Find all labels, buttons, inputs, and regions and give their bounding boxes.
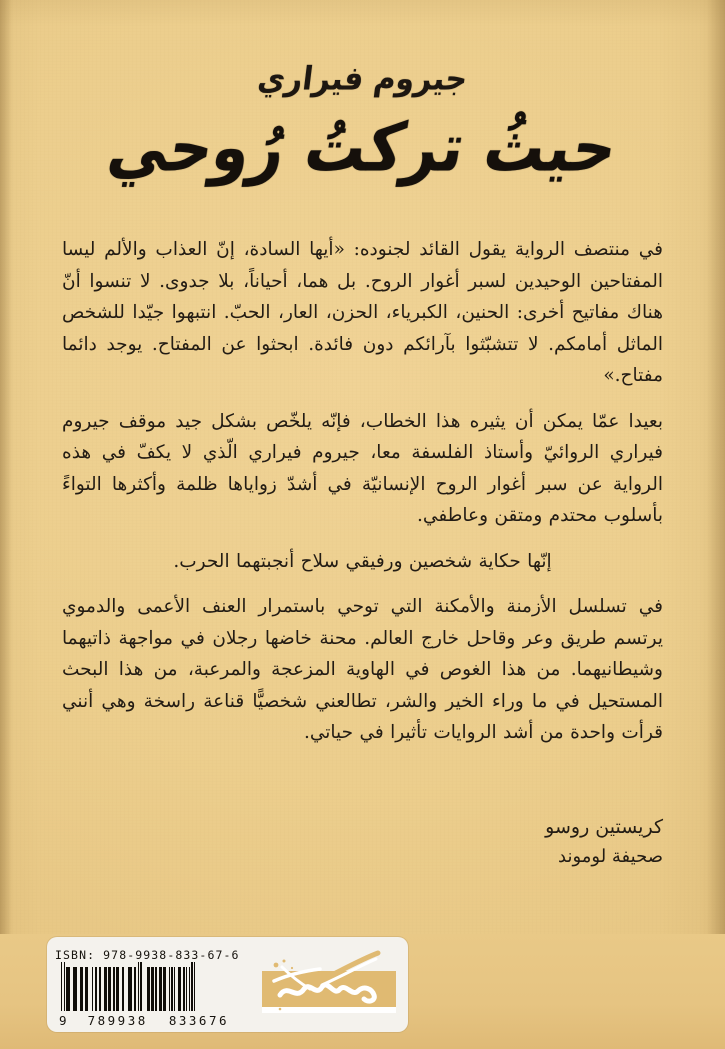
barcode-right-group: 833676 <box>168 1013 229 1028</box>
barcode-label <box>47 937 408 1032</box>
blurb-paragraph: بعيدا عمّا يمكن أن يثيره هذا الخطاب، فإنّه يلخّص بشكل جيد موقف جيروم فيراري الروائيّ وأستاذ الفلسفة معا، جيروم فيراري الّذي لا يكفّ في هذه الرواية عن سبر أغوار الروح الإنسانيّة في أشدّ زواياها ظلمة وأكثرها التواءً بأسلوب محتدم ومتقن وعاطفي. <box>62 410 663 526</box>
barcode-lead-digit: 9 <box>59 1013 67 1028</box>
cover-header <box>0 60 725 187</box>
reviewer-source: صحيفة لوموند <box>558 846 663 867</box>
barcode-area <box>55 941 240 1029</box>
isbn-text: ISBN: 978-9938-833-67-6 <box>55 948 240 962</box>
blurb-paragraph: إنّها حكاية شخصين ورفيقي سلاح أنجبتهما الحرب. <box>173 550 552 572</box>
barcode-left-group: 789938 <box>87 1013 148 1028</box>
blurb-paragraph: في منتصف الرواية يقول القائد لجنوده: «أيها السادة، إنّ العذاب والألم ليسا المفتاحين الوحيدين لسبر أغوار الروح. بل هما، أحياناً، بلا جدوى. لا تنسوا أنّ هناك مفاتيح أخرى: الحنين، الكبرياء، الحزن، العار، الحبّ. انتبهوا جيّدا للشخص الماثل أمامكم. لا تتشبّثوا بآرائكم دون فائدة. ابحثوا عن المفتاح. يوجد دائما مفتاح.» <box>62 239 663 386</box>
barcode-bars <box>61 967 227 1011</box>
blurb-paragraph: في تسلسل الأزمنة والأمكنة التي توحي باستمرار العنف الأعمى والدموي يرتسم طريق وعر وقاحل خارج العالم. محنة خاضها رجلان في مواجهة ذاتيهما وشيطانيهما. من هذا الغوص في الهاوية المزعجة والمرعبة، من هذا البحث المستحيل في ما وراء الخير والشر، تطالعني شخصيًّا قناعة راسخة وهي أنني قرأت واحدة من أشد الروايات تأثيرا في حياتي. <box>62 596 663 743</box>
author-name: جيروم فيراري <box>255 60 470 99</box>
barcode-digits <box>55 1012 233 1028</box>
blurb-text-block <box>62 234 663 763</box>
publisher-logo <box>258 945 396 1025</box>
reviewer-name: كريستين روسو <box>545 816 663 838</box>
review-attribution <box>545 812 663 872</box>
book-title: حيثُ تركتُ رُوحي <box>102 108 623 187</box>
